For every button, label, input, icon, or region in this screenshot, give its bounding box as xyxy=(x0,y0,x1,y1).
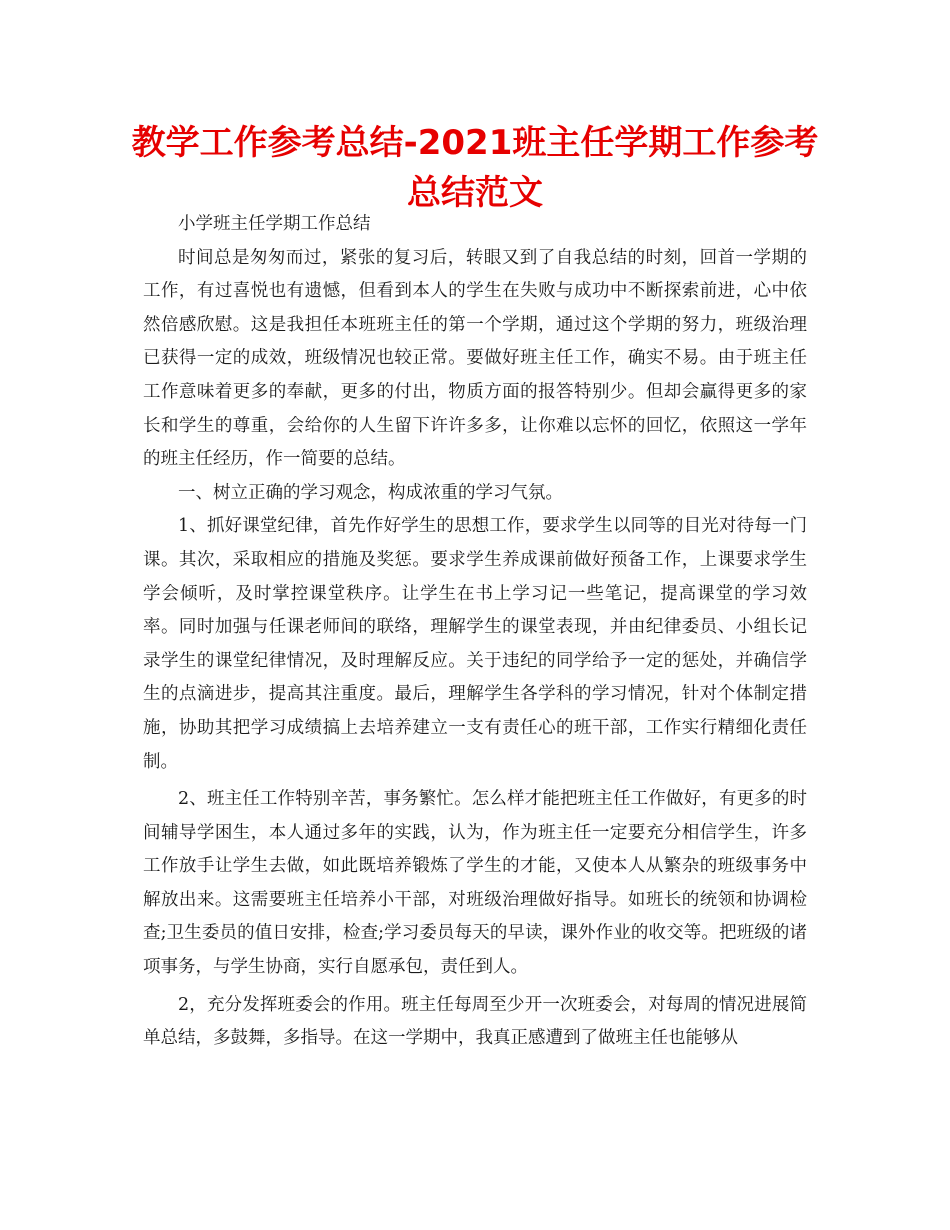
subtitle-paragraph: 小学班主任学期工作总结 xyxy=(178,214,371,234)
section-heading: 一、树立正确的学习观念，构成浓重的学习气氛。 xyxy=(178,482,563,503)
body-paragraph-1: 1、抓好课堂纪律，首先作好学生的思想工作，要求学生以同等的目光对待每一门课。其次，采取相应的措施及奖惩。要求学生养成课前做好预备工作，上课要求学生学会倾听，及时掌控课堂秩序。让学生在书上学习记一些笔记，提高课堂的学习效率。同时加强与任课老师间的联络，理解学生的课堂表现，并由纪律委员、小组长记录学生的课堂纪律情况，及时理解反应。关于违纪的同学给予一定的惩处，并确信学生的点滴进步，提高其注重度。最后，理解学生各学科的学习情况，针对个体制定措施，协助其把学习成绩搞上去培养建立一支有责任心的班干部，工作实行精细化责任制。 xyxy=(143,516,807,772)
body-paragraph-3: 2，充分发挥班委会的作用。班主任每周至少开一次班委会，对每周的情况进展简单总结，多鼓舞，多指导。在这一学期中，我真正感遭到了做班主任也能够从 xyxy=(143,994,807,1049)
intro-paragraph: 时间总是匆匆而过，紧张的复习后，转眼又到了自我总结的时刻，回首一学期的工作，有过喜悦也有遗憾，但看到本人的学生在失败与成功中不断探索前进，心中依然倍感欣慰。这是我担任本班班主任的第一个学期，通过这个学期的努力，班级治理已获得一定的成效，班级情况也较正常。要做好班主任工作，确实不易。由于班主任工作意味着更多的奉献，更多的付出，物质方面的报答特别少。但却会赢得更多的家长和学生的尊重，会给你的人生留下许许多多，让你难以忘怀的回忆，依照这一学年的班主任经历，作一简要的总结。 xyxy=(143,247,807,470)
body-paragraph-2: 2、班主任工作特别辛苦，事务繁忙。怎么样才能把班主任工作做好，有更多的时间辅导学困生，本人通过多年的实践，认为，作为班主任一定要充分相信学生，许多工作放手让学生去做，如此既培养锻炼了学生的才能，又使本人从繁杂的班级事务中解放出来。这需要班主任培养小干部，对班级治理做好指导。如班长的统领和协调检查;卫生委员的值日安排，检查;学习委员每天的早读，课外作业的收交等。把班级的诸项事务，与学生协商，实行自愿承包，责任到人。 xyxy=(143,789,807,978)
document-body xyxy=(143,208,807,1056)
document-title: 教学工作参考总结-2021班主任学期工作参考总结范文 xyxy=(131,123,819,213)
